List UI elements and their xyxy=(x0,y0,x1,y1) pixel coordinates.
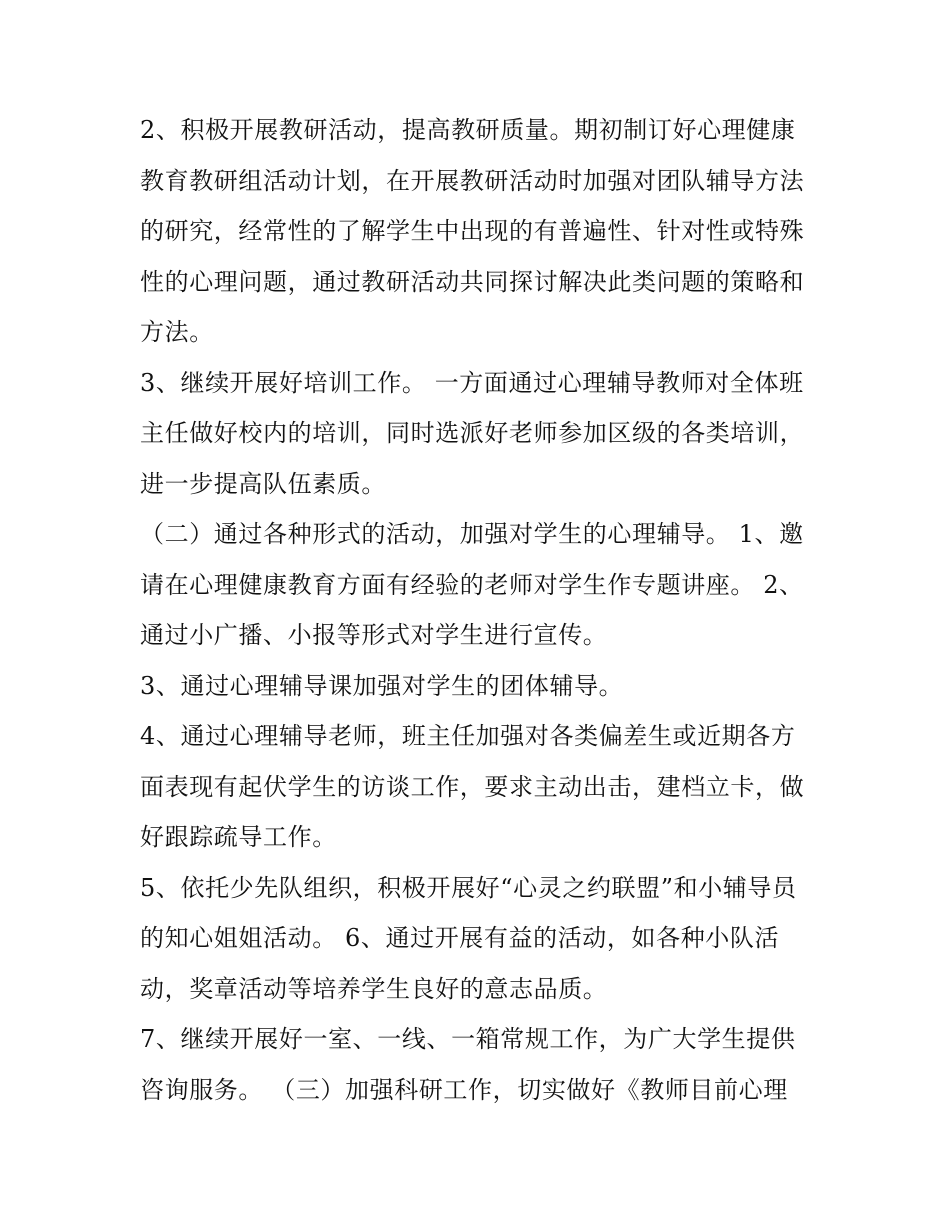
text-line: 面表现有起伏学生的访谈工作，要求主动出击，建档立卡，做 xyxy=(140,772,805,801)
text-line: 7、继续开展好一室、一线、一箱常规工作，为广大学生提供 xyxy=(140,1025,796,1053)
text-line: 的知心姐姐活动。 6、通过开展有益的活动，如各种小队活 xyxy=(140,924,780,952)
text-line: 方法。 xyxy=(140,318,214,346)
text-line: 5、依托少先队组织，积极开展好“心灵之约联盟”和小辅导员 xyxy=(140,873,797,902)
text-line: 通过小广播、小报等形式对学生进行宣传。 xyxy=(140,621,608,649)
text-line: 请在心理健康教育方面有经验的老师对学生作专题讲座。 2、 xyxy=(140,570,804,599)
document-body xyxy=(140,105,820,1115)
text-line: 进一步提高队伍素质。 xyxy=(140,469,386,498)
text-line: 3、继续开展好培训工作。 一方面通过心理辅导教师对全体班 xyxy=(140,368,804,397)
text-line: 主任做好校内的培训，同时选派好老师参加区级的各类培训， xyxy=(140,419,805,447)
text-line: 4、通过心理辅导老师，班主任加强对各类偏差生或近期各方 xyxy=(140,722,796,750)
text-line: 咨询服务。 （三）加强科研工作，切实做好《教师目前心理 xyxy=(140,1075,788,1104)
text-line: （二）通过各种形式的活动，加强对学生的心理辅导。 1、邀 xyxy=(140,520,804,548)
text-line: 好跟踪疏导工作。 xyxy=(140,823,337,851)
text-line: 的研究，经常性的了解学生中出现的有普遍性、针对性或特殊 xyxy=(140,217,805,245)
text-line: 2、积极开展教研活动，提高教研质量。期初制订好心理健康 xyxy=(140,116,796,144)
text-line: 动，奖章活动等培养学生良好的意志品质。 xyxy=(140,974,608,1003)
text-line: 3、通过心理辅导课加强对学生的团体辅导。 xyxy=(140,671,624,700)
text-line: 性的心理问题，通过教研活动共同探讨解决此类问题的策略和 xyxy=(140,267,805,296)
text-line: 教育教研组活动计划，在开展教研活动时加强对团队辅导方法 xyxy=(140,166,805,195)
